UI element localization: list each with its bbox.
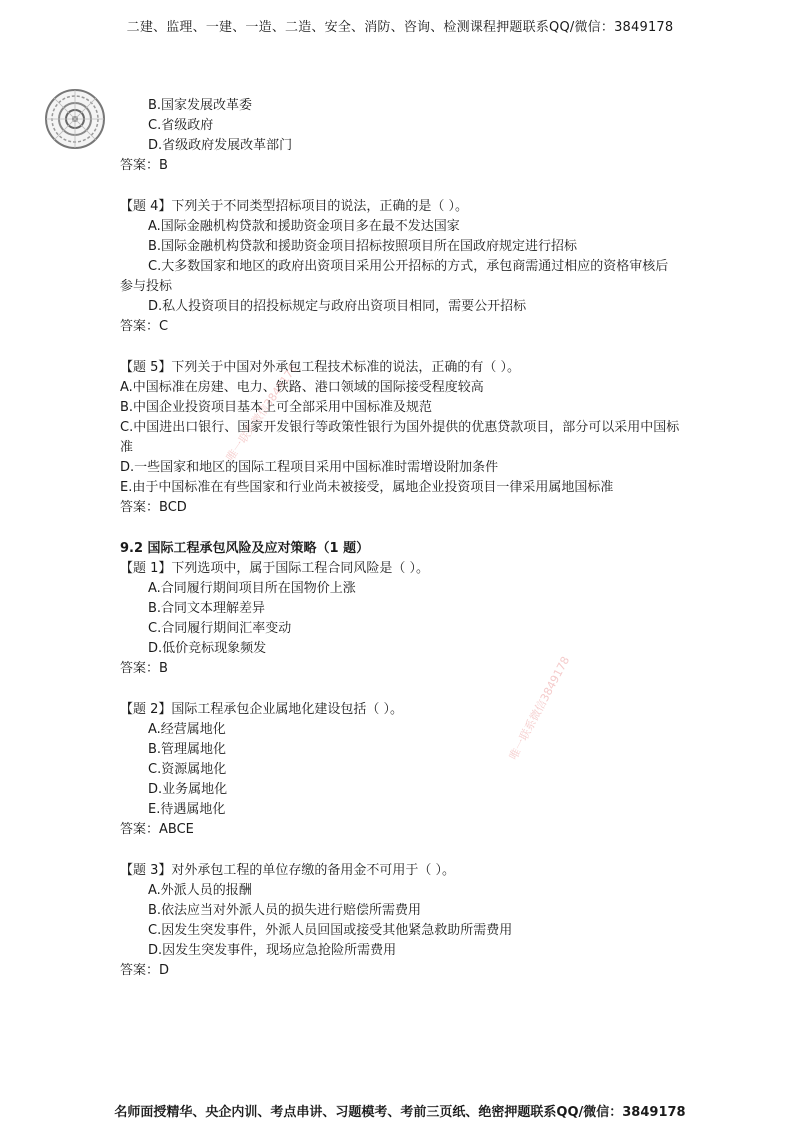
option: C.中国进出口银行、国家开发银行等政策性银行为国外提供的优惠贷款项目，部分可以采用中国标准 <box>120 420 680 455</box>
answer: 答案：B <box>120 158 168 173</box>
option: D.低价竞标现象频发 <box>148 641 267 656</box>
option: A.国际金融机构贷款和援助资金项目多在最不发达国家 <box>148 219 460 234</box>
option: C.大多数国家和地区的政府出资项目采用公开招标的方式，承包商需通过相应的资格审核后参与投标 <box>120 259 669 294</box>
answer: 答案：C <box>120 319 169 334</box>
answer: 答案：ABCE <box>120 822 194 837</box>
option: A.外派人员的报酬 <box>148 883 252 898</box>
option: A.合同履行期间项目所在国物价上涨 <box>148 581 356 596</box>
option: D.一些国家和地区的国际工程项目采用中国标准时需增设附加条件 <box>120 460 499 475</box>
logo-emblem-icon <box>44 88 106 150</box>
document-body <box>120 96 680 981</box>
option: B.国家发展改革委 <box>148 98 253 113</box>
option: D.业务属地化 <box>148 782 228 797</box>
page-header: 二建、监理、一建、一造、二造、安全、消防、咨询、检测课程押题联系QQ/微信：3849178 <box>126 20 674 35</box>
section-heading: 9.2 国际工程承包风险及应对策略（1 题） <box>120 541 370 556</box>
option: E.待遇属地化 <box>148 802 226 817</box>
watermark: 唯一联系微信3849178 <box>223 361 301 464</box>
option: C.省级政府 <box>148 118 214 133</box>
question-stem: 【题 3】对外承包工程的单位存缴的备用金不可用于（ ）。 <box>120 863 456 878</box>
watermark: 唯一联系微信3849178 <box>506 654 573 763</box>
option: C.资源属地化 <box>148 762 227 777</box>
option: D.因发生突发事件，现场应急抢险所需费用 <box>148 943 397 958</box>
option: D.私人投资项目的招投标规定与政府出资项目相同，需要公开招标 <box>148 299 527 314</box>
option: B.依法应当对外派人员的损失进行赔偿所需费用 <box>148 903 422 918</box>
question-stem: 【题 1】下列选项中，属于国际工程合同风险是（ ）。 <box>120 561 430 576</box>
answer: 答案：B <box>120 661 168 676</box>
option: C.因发生突发事件，外派人员回国或接受其他紧急救助所需费用 <box>148 923 513 938</box>
page-footer: 名师面授精华、央企内训、考点串讲、习题模考、考前三页纸、绝密押题联系QQ/微信：3849178 <box>114 1105 686 1120</box>
option: B.中国企业投资项目基本上可全部采用中国标准及规范 <box>120 400 433 415</box>
option: C.合同履行期间汇率变动 <box>148 621 292 636</box>
option: B.管理属地化 <box>148 742 227 757</box>
question-stem: 【题 5】下列关于中国对外承包工程技术标准的说法，正确的有（ ）。 <box>120 360 521 375</box>
option: E.由于中国标准在有些国家和行业尚未被接受，属地企业投资项目一律采用属地国标准 <box>120 480 614 495</box>
question-stem: 【题 4】下列关于不同类型招标项目的说法，正确的是（ ）。 <box>120 199 469 214</box>
option: A.中国标准在房建、电力、铁路、港口领域的国际接受程度较高 <box>120 380 484 395</box>
answer: 答案：BCD <box>120 500 187 515</box>
question-stem: 【题 2】国际工程承包企业属地化建设包括（ ）。 <box>120 702 404 717</box>
option: D.省级政府发展改革部门 <box>148 138 293 153</box>
option: B.合同文本理解差异 <box>148 601 266 616</box>
option: B.国际金融机构贷款和援助资金项目招标按照项目所在国政府规定进行招标 <box>148 239 578 254</box>
option: A.经营属地化 <box>148 722 226 737</box>
answer: 答案：D <box>120 963 170 978</box>
